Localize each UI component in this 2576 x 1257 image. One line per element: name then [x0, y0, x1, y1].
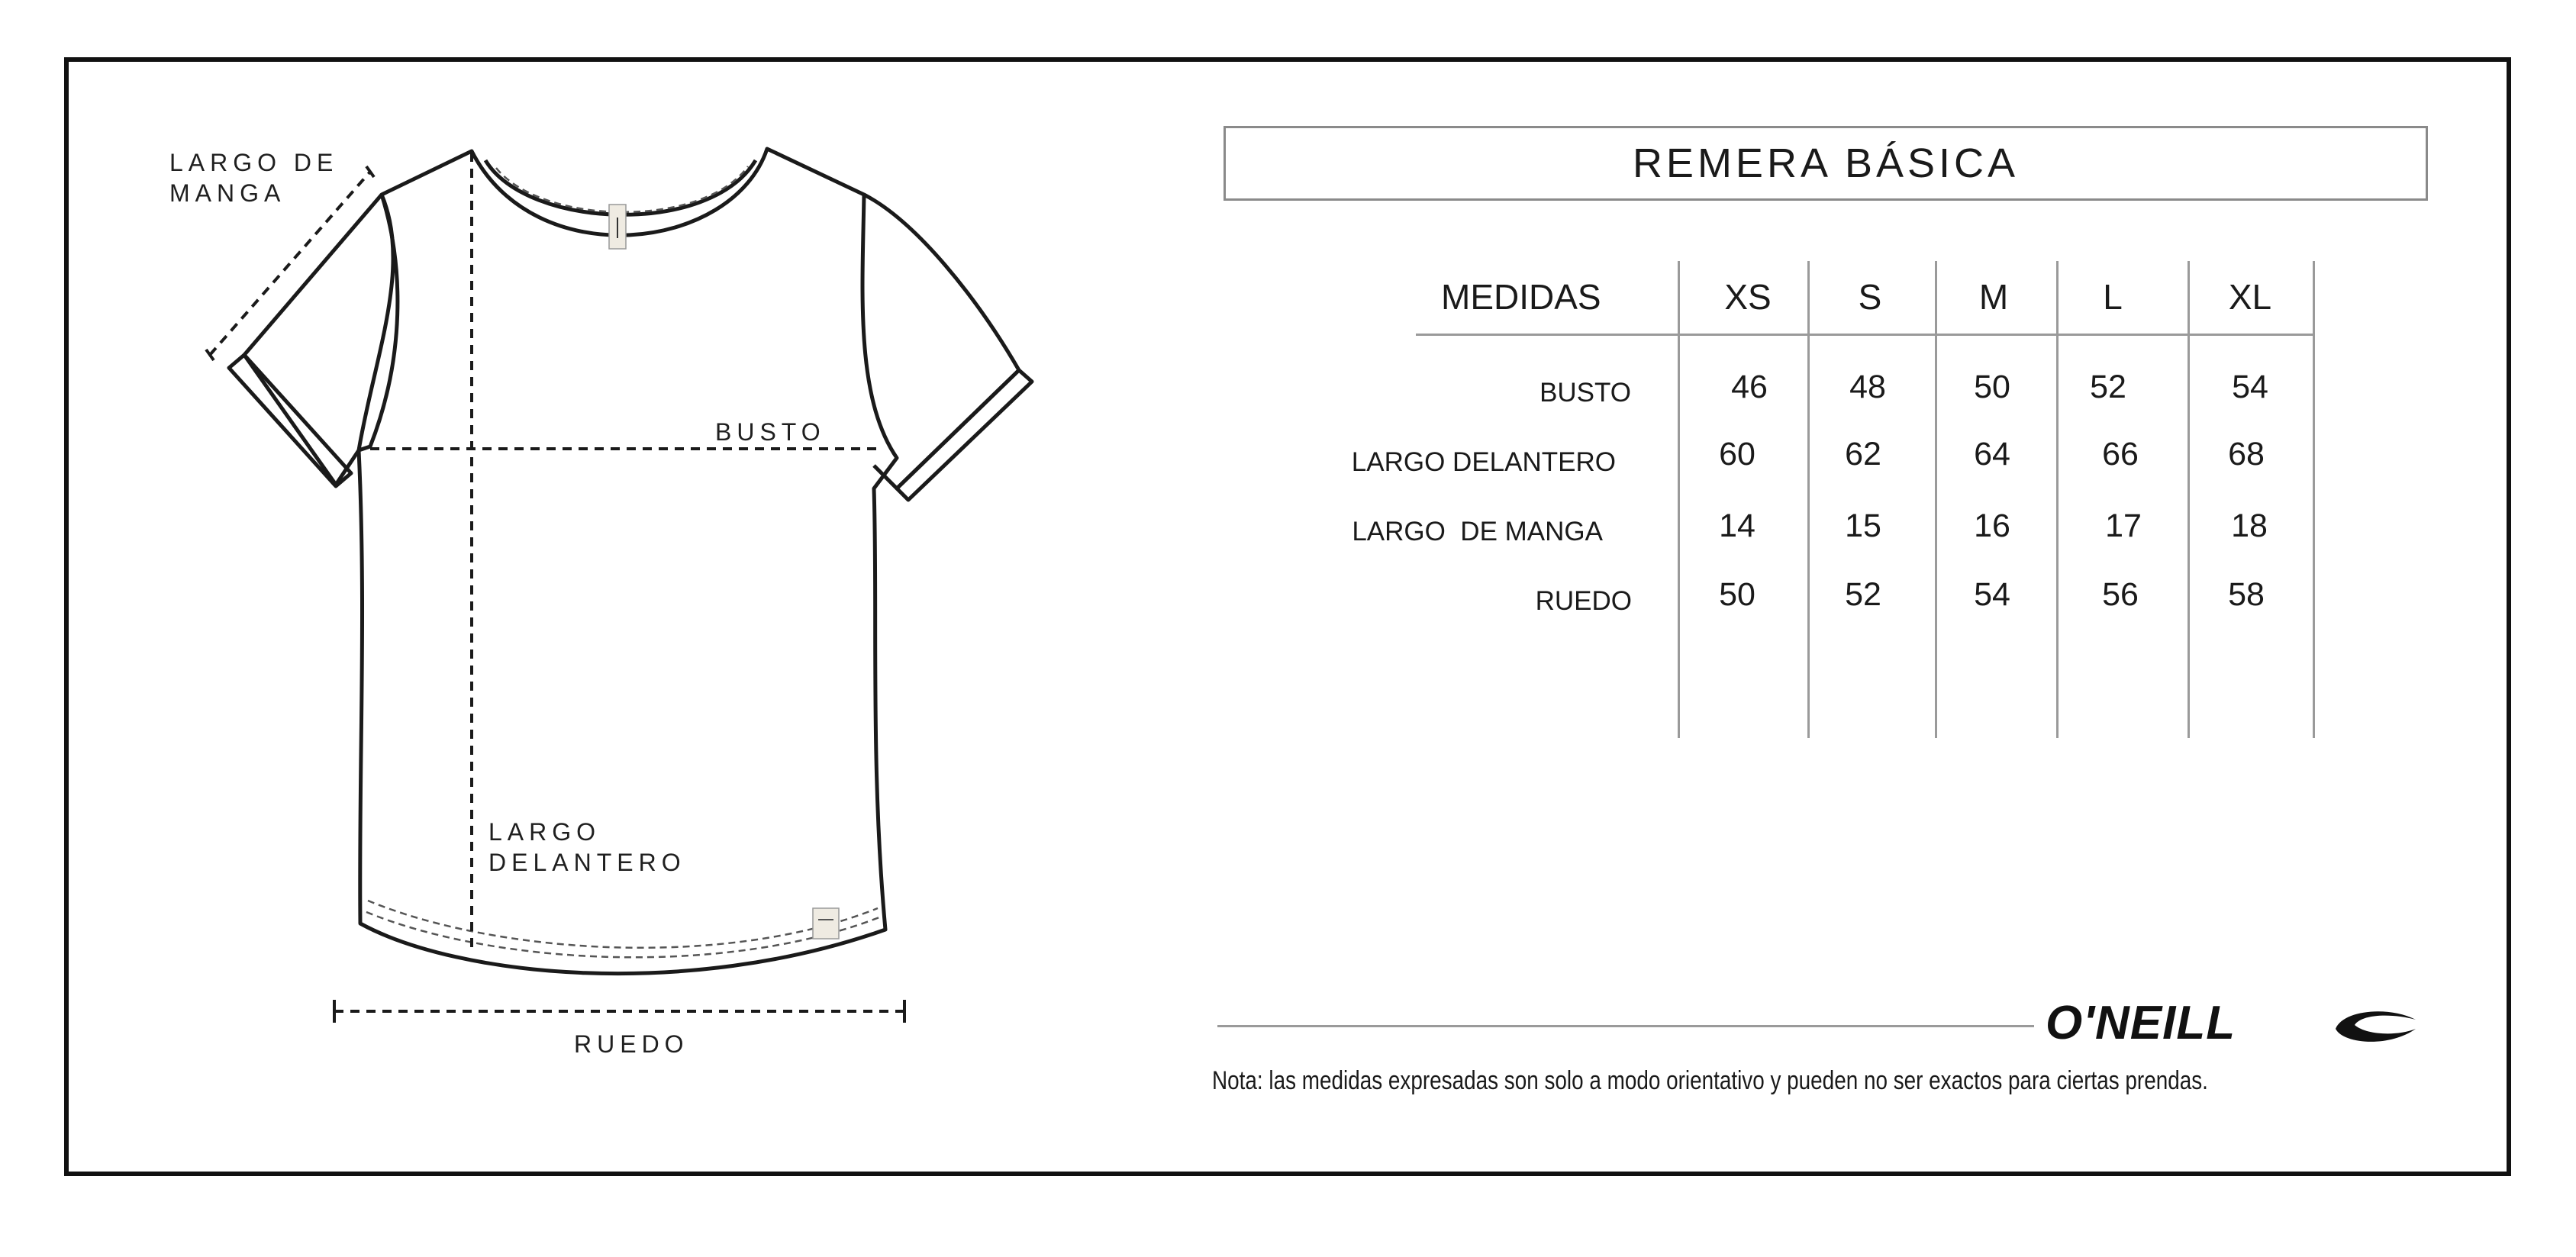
title-box	[1224, 126, 2428, 201]
brand-logo-text: O'NEILL	[2046, 997, 2236, 1049]
table-cell: 52	[2090, 369, 2126, 405]
table-cell: 54	[2232, 369, 2268, 405]
table-cell: 60	[1719, 436, 1755, 472]
bust-label: BUSTO	[715, 418, 826, 446]
header-rule	[1416, 334, 2315, 336]
row-label-busto: BUSTO	[1539, 378, 1631, 408]
table-cell: 66	[2102, 436, 2139, 472]
column-divider	[2313, 261, 2315, 738]
table-cell: 52	[1845, 576, 1881, 613]
table-cell: 50	[1974, 369, 2010, 405]
front-length-label: LARGO DELANTERO	[488, 818, 686, 876]
table-cell: 16	[1974, 508, 2010, 544]
table-cell: 54	[1974, 576, 2010, 613]
header-medidas: MEDIDAS	[1441, 277, 1601, 317]
header-size-s: S	[1858, 277, 1882, 317]
table-cell: 68	[2228, 436, 2265, 472]
table-cell: 64	[1974, 436, 2010, 472]
footer-rule	[1217, 1025, 2034, 1027]
column-divider	[1678, 261, 1680, 738]
column-divider	[1807, 261, 1810, 738]
hem-label: RUEDO	[574, 1030, 689, 1058]
table-cell: 17	[2105, 508, 2142, 544]
header-size-xl: XL	[2228, 277, 2272, 317]
column-divider	[2056, 261, 2059, 738]
header-size-m: M	[1978, 277, 2009, 317]
row-label-largo-manga: LARGO DE MANGA	[1352, 517, 1603, 546]
table-cell: 15	[1845, 508, 1881, 544]
hem-tag	[813, 908, 839, 939]
table-cell: 14	[1719, 508, 1755, 544]
table-cell: 48	[1849, 369, 1886, 405]
table-cell: 58	[2228, 576, 2265, 613]
column-divider	[1935, 261, 1937, 738]
table-cell: 46	[1731, 369, 1768, 405]
wave-logo-icon	[2328, 1006, 2420, 1044]
header-size-l: L	[2103, 277, 2123, 317]
row-label-ruedo: RUEDO	[1535, 586, 1632, 616]
table-cell: 18	[2231, 508, 2268, 544]
table-cell: 50	[1719, 576, 1755, 613]
row-label-largo-delantero: LARGO DELANTERO	[1351, 447, 1616, 477]
table-cell: 62	[1845, 436, 1881, 472]
sleeve-length-label: LARGO DE MANGA	[169, 149, 339, 207]
column-divider	[2188, 261, 2190, 738]
table-cell: 56	[2102, 576, 2139, 613]
page-title: REMERA BÁSICA	[1632, 140, 2020, 186]
disclaimer-note: Nota: las medidas expresadas son solo a modo orientativo y pueden no ser exactos para ciertas prendas.	[1212, 1066, 2208, 1095]
header-size-xs: XS	[1724, 277, 1772, 317]
